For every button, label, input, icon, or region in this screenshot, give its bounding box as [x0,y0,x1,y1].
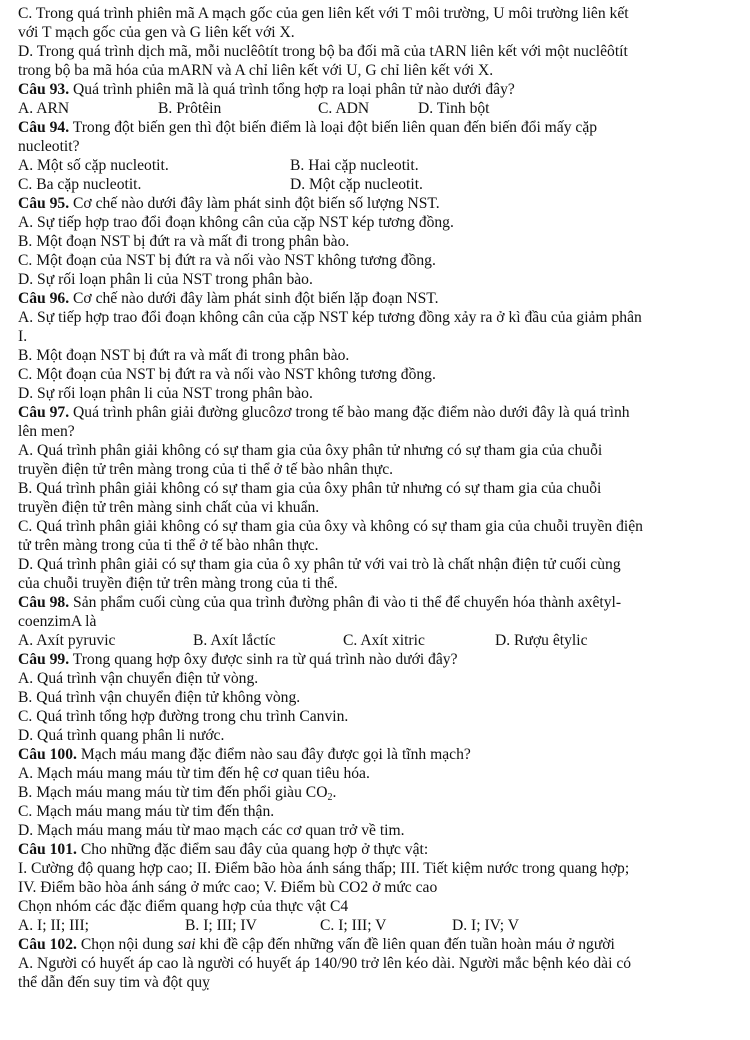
q97-option-c-line2: tử trên màng trong của ti thể ở tế bào nhân thực. [18,537,319,554]
q97-stem [18,403,736,422]
q101-options [18,916,736,935]
q95-stem [18,194,736,213]
q102-option-a-line2: thể dẫn đến suy tim và đột quỵ [18,974,210,991]
q100-option-d: D. Mạch máu mang máu từ mao mạch các cơ quan trở về tim. [18,822,405,839]
q94-options-row2 [18,175,736,194]
q97-option-b-line2: truyền điện tử trên màng sinh chất của vi khuẩn. [18,499,320,516]
q95-option-c: C. Một đoạn của NST bị đứt ra và nối vào NST không tương đồng. [18,252,436,269]
q93-option-d: D. Tinh bột [418,100,490,117]
q99-text: Trong quang hợp ôxy được sinh ra từ quá trình nào dưới đây? [72,651,458,668]
q98-option-c: C. Axít xitric [343,632,425,649]
q94-option-b: B. Hai cặp nucleotit. [290,157,419,174]
q100-option-b [18,783,736,802]
q100-option-b-period: . [332,784,337,801]
q96-option-a-line1: A. Sự tiếp hợp trao đổi đoạn không cân của cặp NST kép tương đồng xảy ra ở kì đầu của giảm phân [18,309,642,326]
q97-text-line2: lên men? [18,423,75,440]
q99-number: Câu 99. [18,651,70,668]
q94-option-a: A. Một số cặp nucleotit. [18,157,169,174]
q102-stem [18,935,736,954]
q99-stem [18,650,736,669]
q99-option-a: A. Quá trình vận chuyển điện tử vòng. [18,670,259,687]
q101-features-line2: IV. Điểm bão hòa ánh sáng ở mức cao; V. Điểm bù CO2 ở mức cao [18,879,438,896]
q94-options-row1 [18,156,736,175]
q94-number: Câu 94. [18,119,70,136]
q96-option-a-line2: I. [18,328,28,345]
q98-option-d: D. Rượu êtylic [495,632,588,649]
q94-text-line1: Trong đột biến gen thì đột biến điểm là loại đột biến liên quan đến biến đổi mấy cặp [72,119,598,136]
q98-option-a: A. Axít pyruvic [18,632,116,649]
q99-option-b: B. Quá trình vận chuyển điện tử không vòng. [18,689,301,706]
q97-option-d-line2: của chuỗi truyền điện tử trên màng trong của ti thể. [18,575,338,592]
q101-features-line1: I. Cường độ quang hợp cao; II. Điểm bão hòa ánh sáng thấp; III. Tiết kiệm nước trong quang hợp; [18,860,630,877]
q99-option-c: C. Quá trình tổng hợp đường trong chu trình Canvin. [18,708,349,725]
q93-options [18,99,736,118]
q93-option-b: B. Prôtêin [158,100,222,117]
q92-option-c-line2: với T mạch gốc của gen và G liên kết với X. [18,24,295,41]
q100-option-b-subscript: 2 [327,792,333,803]
q97-text-line1: Quá trình phân giải đường glucôzơ trong tế bào mang đặc điểm nào dưới đây là quá trình [73,404,630,421]
q101-number: Câu 101. [18,841,77,858]
q95-option-d: D. Sự rối loạn phân li của NST trong phân bào. [18,271,313,288]
q98-option-b: B. Axít lắctíc [193,632,276,649]
q95-option-b: B. Một đoạn NST bị đứt ra và mất đi trong phân bào. [18,233,350,250]
q96-option-c: C. Một đoạn của NST bị đứt ra và nối vào NST không tương đồng. [18,366,436,383]
q101-prompt: Chọn nhóm các đặc điểm quang hợp của thực vật C4 [18,898,349,915]
q93-number: Câu 93. [18,81,70,98]
q102-text-after: khi đề cập đến những vấn đề liên quan đến tuần hoàn máu ở người [199,936,615,953]
q94-stem [18,118,736,137]
q95-text: Cơ chế nào dưới đây làm phát sinh đột biến số lượng NST. [73,195,440,212]
q93-option-c: C. ADN [318,100,370,117]
q101-option-a: A. I; II; III; [18,917,90,934]
q102-number: Câu 102. [18,936,77,953]
q97-number: Câu 97. [18,404,70,421]
q101-stem [18,840,736,859]
q97-option-c-line1: C. Quá trình phân giải không có sự tham gia của ôxy và không có sự tham gia của chuỗi truyền điện [18,518,643,535]
q100-stem [18,745,736,764]
q96-text: Cơ chế nào dưới đây làm phát sinh đột biến lặp đoạn NST. [73,290,439,307]
q98-text-line2: coenzimA là [18,613,97,630]
q100-number: Câu 100. [18,746,77,763]
q102-option-a-line1: A. Người có huyết áp cao là người có huyết áp 140/90 trở lên kéo dài. Người mắc bệnh kéo dài có [18,955,632,972]
q100-option-a: A. Mạch máu mang máu từ tim đến hệ cơ quan tiêu hóa. [18,765,370,782]
q101-option-d: D. I; IV; V [452,917,519,934]
q98-text-line1: Sản phẩm cuối cùng của qua trình đường phân đi vào ti thể để chuyển hóa thành axêtyl- [73,594,622,611]
q97-option-d-line1: D. Quá trình phân giải có sự tham gia của ô xy phân tử với vai trò là chất nhận điện tử cuối cùng [18,556,621,573]
q100-text: Mạch máu mang đặc điểm nào sau đây được gọi là tĩnh mạch? [80,746,471,763]
q94-text-line2: nucleotit? [18,138,80,155]
q101-option-c: C. I; III; V [320,917,387,934]
q98-number: Câu 98. [18,594,70,611]
q102-text-before: Chọn nội dung [80,936,174,953]
q96-number: Câu 96. [18,290,70,307]
q99-option-d: D. Quá trình quang phân li nước. [18,727,225,744]
q92-option-d-line2: trong bộ ba mã hóa của mARN và A chỉ liên kết với U, G chỉ liên kết với X. [18,62,494,79]
q95-option-a: A. Sự tiếp hợp trao đổi đoạn không cân của cặp NST kép tương đồng. [18,214,454,231]
q102-text-emphasis: sai [177,936,196,953]
q93-text: Quá trình phiên mã là quá trình tổng hợp ra loại phân tử nào dưới đây? [73,81,515,98]
q100-option-c: C. Mạch máu mang máu từ tim đến thận. [18,803,275,820]
q97-option-b-line1: B. Quá trình phân giải không có sự tham gia của ôxy phân tử nhưng có sự tham gia của chuỗi [18,480,602,497]
q98-options [18,631,736,650]
q100-option-b-text: B. Mạch máu mang máu từ tim đến phổi giàu CO [18,784,328,801]
q97-option-a-line2: truyền điện tử trên màng trong của ti thể ở tế bào nhân thực. [18,461,394,478]
q98-stem [18,593,736,612]
q96-option-b: B. Một đoạn NST bị đứt ra và mất đi trong phân bào. [18,347,350,364]
q101-text: Cho những đặc điểm sau đây của quang hợp ở thực vật: [80,841,429,858]
q94-option-d: D. Một cặp nucleotit. [290,176,423,193]
q96-option-d: D. Sự rối loạn phân li của NST trong phân bào. [18,385,313,402]
q97-option-a-line1: A. Quá trình phân giải không có sự tham gia của ôxy phân tử nhưng có sự tham gia của chuỗi [18,442,603,459]
q93-stem [18,80,736,99]
q94-option-c: C. Ba cặp nucleotit. [18,176,142,193]
q95-number: Câu 95. [18,195,70,212]
q101-option-b: B. I; III; IV [185,917,257,934]
q96-stem [18,289,736,308]
q92-option-d-line1: D. Trong quá trình dịch mã, mỗi nuclêôtít trong bộ ba đối mã của tARN liên kết với một nuclêôtít [18,43,628,60]
q92-option-c-line1: C. Trong quá trình phiên mã A mạch gốc của gen liên kết với T môi trường, U môi trường liên kết [18,5,629,22]
q93-option-a: A. ARN [18,100,70,117]
